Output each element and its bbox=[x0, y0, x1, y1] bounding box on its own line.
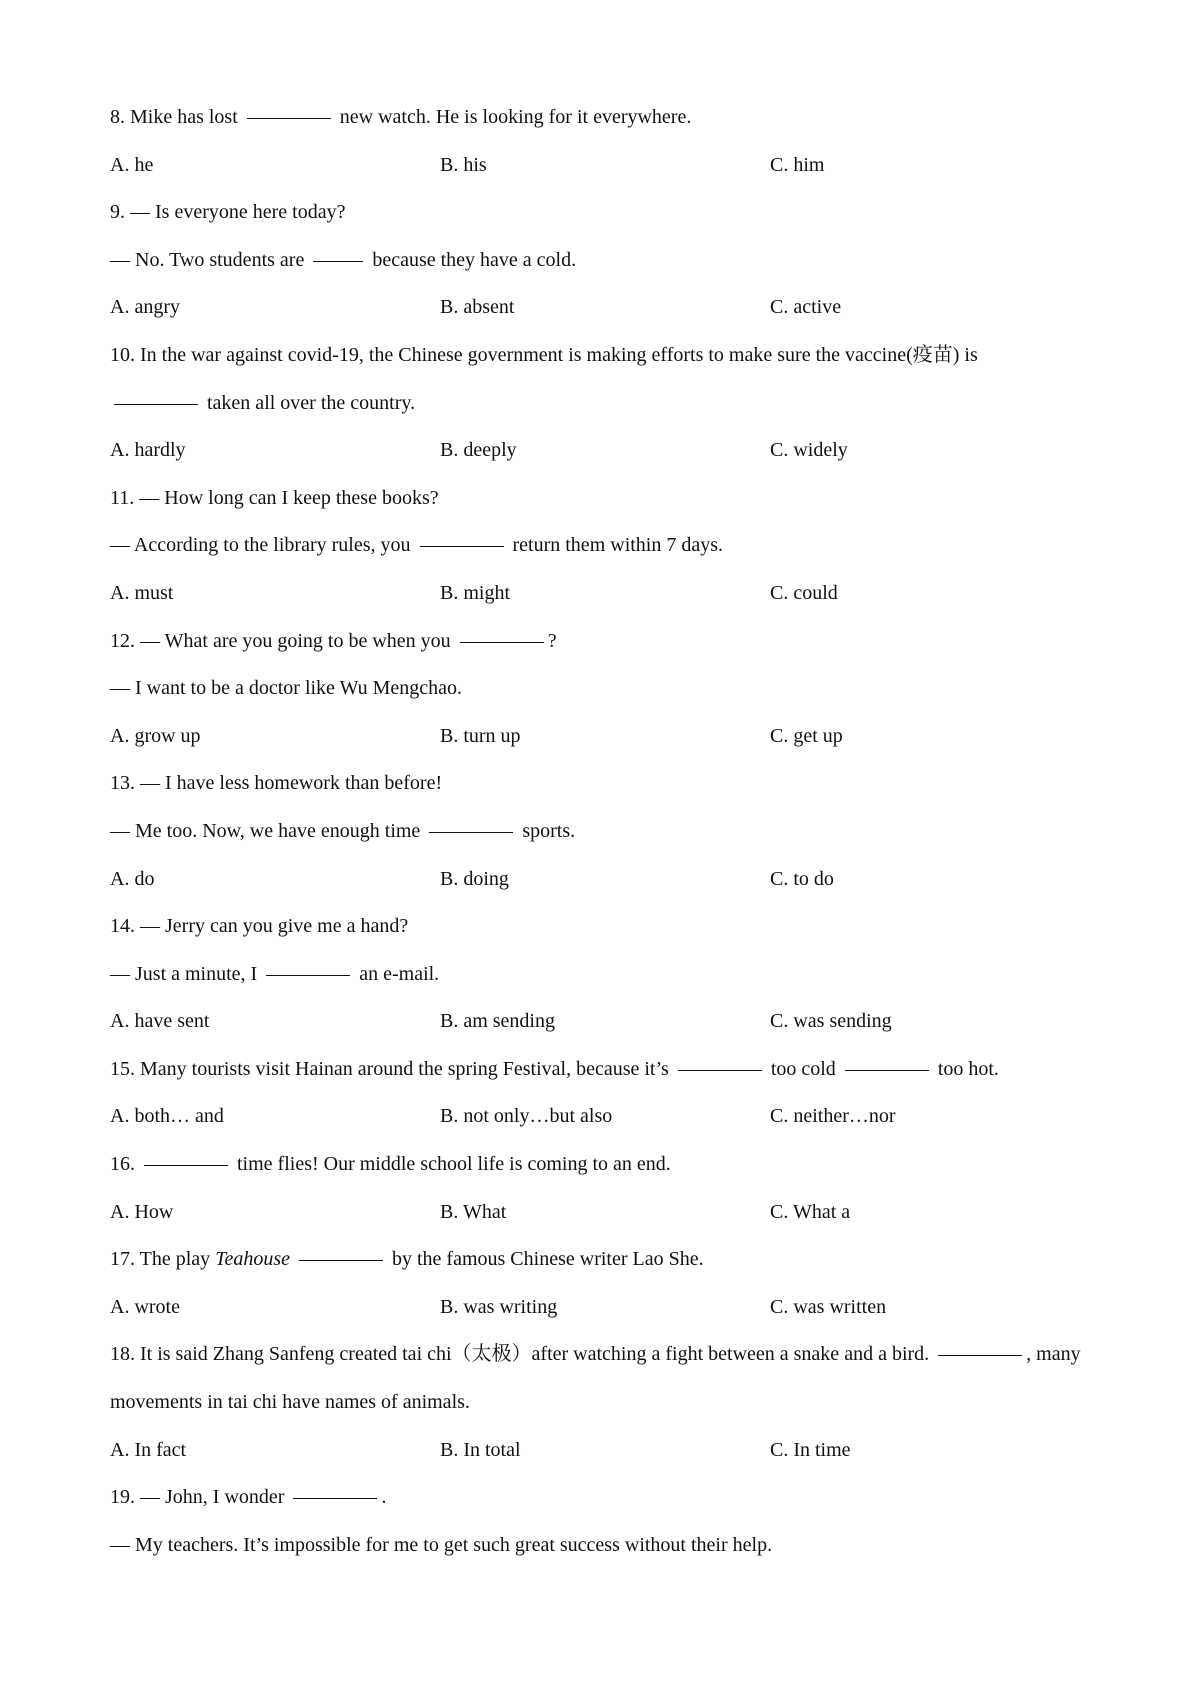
answer-options bbox=[110, 1093, 1110, 1141]
option-a: A. hardly bbox=[110, 439, 186, 462]
exam-page bbox=[110, 94, 1110, 1569]
stem-text: too hot. bbox=[932, 1057, 999, 1080]
option-a: A. wrote bbox=[110, 1295, 180, 1318]
answer-options bbox=[110, 284, 1110, 332]
option-c: C. What a bbox=[770, 1200, 851, 1223]
answer-blank bbox=[938, 1354, 1022, 1356]
question-stem bbox=[110, 618, 1110, 666]
stem-text: because they have a cold. bbox=[367, 248, 577, 271]
question-stem bbox=[110, 1046, 1110, 1094]
question-line bbox=[110, 522, 1110, 570]
option-b: B. was writing bbox=[440, 1295, 558, 1318]
answer-blank bbox=[678, 1069, 762, 1071]
option-a: A. do bbox=[110, 867, 155, 890]
option-b: B. doing bbox=[440, 867, 509, 890]
stem-text: 12. — What are you going to be when you bbox=[110, 629, 456, 652]
stem-text: an e-mail. bbox=[354, 962, 440, 985]
answer-blank bbox=[313, 260, 363, 262]
question-item bbox=[110, 332, 1110, 475]
question-stem bbox=[110, 1236, 1110, 1284]
answer-options bbox=[110, 1427, 1110, 1475]
question-line bbox=[110, 665, 1110, 713]
stem-text: 10. In the war against covid-19, the Chinese government is making efforts to make sure the vaccine(疫苗) is bbox=[110, 343, 978, 366]
stem-text: taken all over the country. bbox=[202, 391, 416, 414]
stem-text: . bbox=[381, 1486, 387, 1509]
question-item bbox=[110, 475, 1110, 618]
stem-text: 18. It is said Zhang Sanfeng created tai chi（太极）after watching a fight between a snake and a bird. bbox=[110, 1343, 935, 1366]
stem-text: 17. The play bbox=[110, 1248, 216, 1271]
option-a: A. angry bbox=[110, 296, 180, 319]
answer-options bbox=[110, 713, 1110, 761]
option-a: A. both… and bbox=[110, 1105, 224, 1128]
question-line bbox=[110, 1522, 1110, 1570]
stem-text: 16. bbox=[110, 1153, 140, 1176]
question-stem bbox=[110, 1474, 1110, 1522]
stem-text: — I want to be a doctor like Wu Mengchao. bbox=[110, 677, 463, 700]
title-italic: Teahouse bbox=[215, 1248, 290, 1271]
answer-options bbox=[110, 142, 1110, 190]
option-b: B. not only…but also bbox=[440, 1105, 613, 1128]
question-stem bbox=[110, 1141, 1110, 1189]
question-stem bbox=[110, 475, 1110, 523]
question-item bbox=[110, 1236, 1110, 1331]
question-stem bbox=[110, 1331, 1110, 1379]
stem-text: too cold bbox=[765, 1057, 841, 1080]
option-c: C. to do bbox=[770, 867, 834, 890]
question-line bbox=[110, 808, 1110, 856]
answer-options bbox=[110, 856, 1110, 904]
stem-text: ? bbox=[547, 629, 557, 652]
option-a: A. must bbox=[110, 581, 174, 604]
option-c: C. get up bbox=[770, 724, 843, 747]
question-stem bbox=[110, 760, 1110, 808]
question-item bbox=[110, 1141, 1110, 1236]
stem-text: , many bbox=[1026, 1343, 1081, 1366]
answer-options bbox=[110, 427, 1110, 475]
option-b: B. am sending bbox=[440, 1010, 555, 1033]
option-a: A. have sent bbox=[110, 1010, 210, 1033]
answer-options bbox=[110, 570, 1110, 618]
option-c: C. could bbox=[770, 581, 838, 604]
stem-text: return them within 7 days. bbox=[507, 534, 724, 557]
stem-text: — My teachers. It’s impossible for me to get such great success without their help. bbox=[110, 1533, 773, 1556]
stem-text: — According to the library rules, you bbox=[110, 534, 416, 557]
option-c: C. widely bbox=[770, 439, 848, 462]
question-item bbox=[110, 903, 1110, 1046]
stem-text: 13. — I have less homework than before! bbox=[110, 772, 443, 795]
question-item bbox=[110, 1046, 1110, 1141]
option-a: A. grow up bbox=[110, 724, 201, 747]
stem-text: 8. Mike has lost bbox=[110, 106, 243, 128]
stem-text: sports. bbox=[517, 819, 576, 842]
option-c: C. was sending bbox=[770, 1010, 892, 1033]
stem-text: — No. Two students are bbox=[110, 248, 310, 271]
stem-text: 11. — How long can I keep these books? bbox=[110, 486, 439, 509]
question-item bbox=[110, 1474, 1110, 1569]
question-line bbox=[110, 1379, 1110, 1427]
question-stem bbox=[110, 332, 1110, 380]
answer-blank bbox=[299, 1259, 383, 1261]
answer-blank bbox=[114, 403, 198, 405]
answer-options bbox=[110, 1284, 1110, 1332]
option-a: A. he bbox=[110, 153, 154, 176]
question-stem bbox=[110, 189, 1110, 237]
stem-text: by the famous Chinese writer Lao She. bbox=[387, 1248, 704, 1271]
option-b: B. deeply bbox=[440, 439, 517, 462]
stem-text: — Me too. Now, we have enough time bbox=[110, 819, 426, 842]
question-item bbox=[110, 189, 1110, 332]
option-b: B. What bbox=[440, 1200, 507, 1223]
answer-blank bbox=[460, 641, 544, 643]
stem-text: 9. — Is everyone here today? bbox=[110, 201, 346, 224]
answer-blank bbox=[247, 117, 331, 119]
option-a: A. In fact bbox=[110, 1438, 187, 1461]
option-c: C. active bbox=[770, 296, 842, 319]
option-c: C. neither…nor bbox=[770, 1105, 896, 1128]
question-line bbox=[110, 237, 1110, 285]
stem-text: 15. Many tourists visit Hainan around the spring Festival, because it’s bbox=[110, 1057, 674, 1080]
option-c: C. him bbox=[770, 153, 825, 176]
option-b: B. might bbox=[440, 581, 511, 604]
option-c: C. In time bbox=[770, 1438, 851, 1461]
stem-text: — Just a minute, I bbox=[110, 962, 263, 985]
stem-text: 14. — Jerry can you give me a hand? bbox=[110, 915, 409, 938]
answer-blank bbox=[420, 545, 504, 547]
stem-text bbox=[290, 1248, 295, 1270]
stem-text: movements in tai chi have names of animals. bbox=[110, 1391, 470, 1414]
answer-blank bbox=[293, 1497, 377, 1499]
answer-blank bbox=[845, 1069, 929, 1071]
answer-options bbox=[110, 998, 1110, 1046]
question-stem bbox=[110, 94, 1110, 142]
question-item bbox=[110, 94, 1110, 189]
option-c: C. was written bbox=[770, 1295, 887, 1318]
option-b: B. absent bbox=[440, 296, 515, 319]
question-item bbox=[110, 618, 1110, 761]
answer-options bbox=[110, 1189, 1110, 1237]
option-b: B. In total bbox=[440, 1438, 521, 1461]
stem-text: time flies! Our middle school life is coming to an end. bbox=[232, 1153, 671, 1176]
question-item bbox=[110, 1331, 1110, 1474]
answer-blank bbox=[144, 1164, 228, 1166]
question-stem bbox=[110, 903, 1110, 951]
answer-blank bbox=[266, 974, 350, 976]
option-b: B. turn up bbox=[440, 724, 521, 747]
answer-blank bbox=[429, 831, 513, 833]
question-item bbox=[110, 760, 1110, 903]
stem-text: 19. — John, I wonder bbox=[110, 1486, 290, 1509]
question-line bbox=[110, 951, 1110, 999]
question-line bbox=[110, 380, 1110, 428]
stem-text: new watch. He is looking for it everywhere. bbox=[334, 106, 692, 128]
option-b: B. his bbox=[440, 153, 487, 176]
option-a: A. How bbox=[110, 1200, 174, 1223]
